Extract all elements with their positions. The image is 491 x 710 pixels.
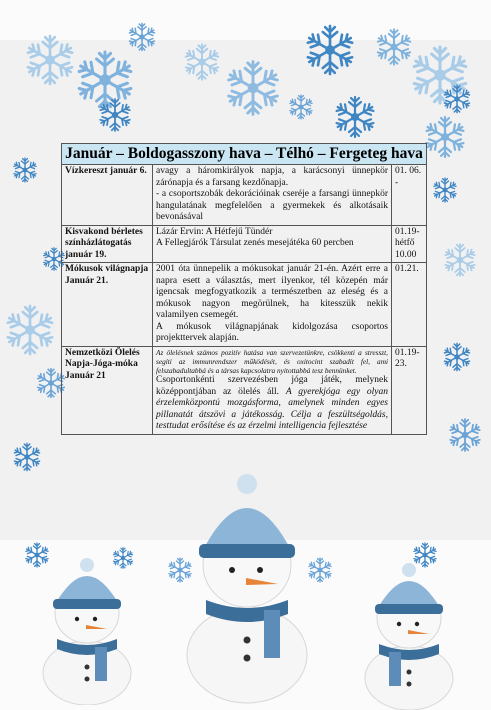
event-name: Nemzetközi Ölelés Napja-Jóga-móka Január 21 — [62, 346, 153, 434]
description-line: - a csoportszobák dekorációinak cseréje a farsangi ünnepkör hangulatának megfelelően a gyermekek és alkotásaik bevonásával — [156, 189, 388, 222]
snowflake-icon — [180, 40, 224, 84]
event-date: 01.19- 23. — [392, 346, 427, 434]
snowflake-icon — [300, 20, 360, 80]
snowflake-icon — [125, 20, 159, 54]
event-date: 01.19- hétfő 10.00 — [392, 225, 427, 263]
description-small-text: Az ölelésnek számos pozitív hatása van szervezetünkre, csökkenti a stresszt, segíti az immunrendszer működését, és oxitocint szabadít fel, ami felszabadultabbá és a társas kapcsolatra nyitottabbá tesz bennünket. — [156, 347, 388, 375]
snowflake-icon — [95, 95, 135, 135]
snowflake-icon — [420, 112, 470, 162]
table-row — [62, 165, 427, 226]
description-line: A Fellegjárók Társulat zenés mesejátéka 60 percben — [156, 238, 354, 248]
snowflake-icon — [330, 92, 380, 142]
snowman-illustration-center — [180, 470, 315, 705]
snowflake-icon — [445, 415, 485, 455]
event-description — [153, 225, 392, 263]
snowflake-icon — [286, 92, 316, 122]
table-row — [62, 346, 427, 434]
description-text — [156, 375, 388, 433]
event-name: Mókusok világnapja Január 21. — [62, 263, 153, 347]
event-name: Vízkereszt január 6. — [62, 165, 153, 226]
snowflake-icon — [0, 300, 60, 360]
description-line: 2001 óta ünnepelik a mókusokat január 21-én. Azért erre a napra esett a választás, mert ilyenkor, tél közepén már igencsak megfogyatkozik a természetben az eleség és a mókusok nagyon megörülnek, ha kitesszük nekik valamilyen csemegét. — [156, 264, 388, 320]
snowman-illustration-right — [357, 560, 462, 710]
description-line: A mókusok világnapjának kidolgozása csoportos projekttervek alapján. — [156, 321, 388, 343]
table-title-row — [62, 144, 427, 165]
page-title: Január – Boldogasszony hava – Télhó – Fergeteg hava — [62, 144, 427, 165]
snowflake-icon — [440, 82, 474, 116]
snowflake-icon — [430, 175, 460, 205]
snowman-illustration-left — [35, 555, 140, 705]
event-description — [153, 165, 392, 226]
snowflake-icon — [440, 240, 480, 280]
event-name: Kisvakond bérletes színházlátogatás január 19. — [62, 225, 153, 263]
table-row — [62, 263, 427, 347]
event-description — [153, 346, 392, 434]
snowflake-icon — [10, 440, 44, 474]
event-date: 01. 06. - — [392, 165, 427, 226]
event-date: 01.21. — [392, 263, 427, 347]
snowflake-icon — [440, 340, 474, 374]
description-plain: Csoportonkénti szervezésben jóga játék, melynek középpontjában az ölelés áll. — [156, 375, 388, 397]
snowflake-icon — [220, 55, 286, 121]
event-description — [153, 263, 392, 347]
table-row — [62, 225, 427, 263]
description-line: Lázár Ervin: A Hétfejű Tündér — [156, 226, 273, 237]
description-italic: A gyerekjóga egy olyan érzelemközpontú mozgásforma, amelynek minden egyes pillanatát átszövi a játékosság. Célja a feszültségoldás, testtudat erősítése és az érzelmi intelligencia fejlesztése — [156, 386, 389, 432]
description-line: avagy a háromkirályok napja, a karácsonyi ünnepkör zárónapja és a farsang kezdőnapja. — [156, 166, 388, 188]
snowflake-icon — [10, 155, 40, 185]
program-table — [61, 143, 427, 435]
